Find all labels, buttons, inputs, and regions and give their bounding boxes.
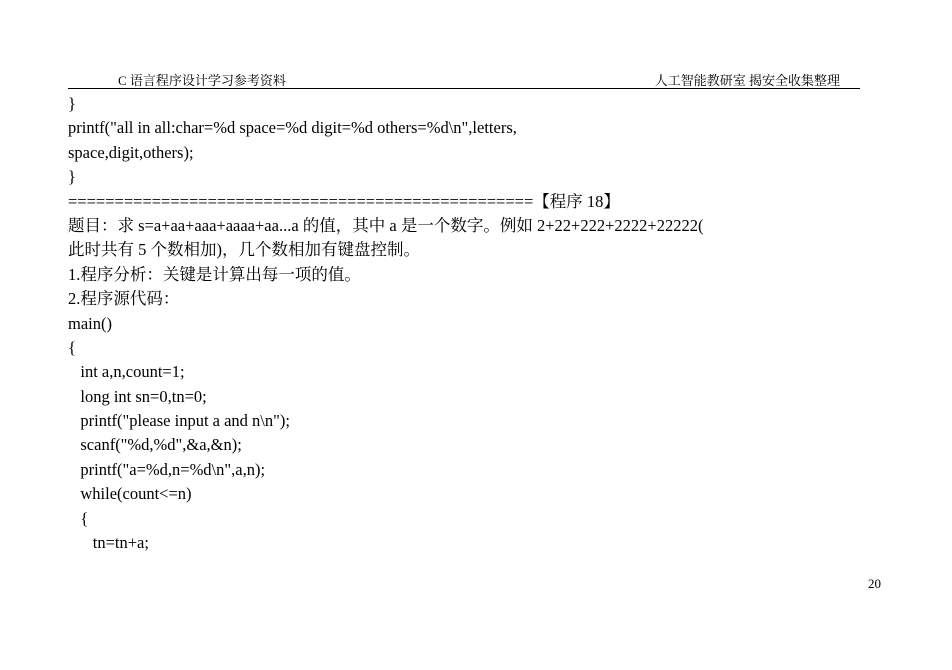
- text-line: 2.程序源代码：: [68, 289, 180, 309]
- page-number: 20: [868, 576, 881, 591]
- header-credit: 人工智能教研室 揭安全收集整理: [654, 73, 840, 88]
- code-line: scanf("%d,%d",&a,&n);: [68, 435, 242, 455]
- code-line: long int sn=0,tn=0;: [68, 386, 207, 406]
- text-line: space,digit,others);: [68, 142, 194, 162]
- text-line: 1.程序分析：关键是计算出每一项的值。: [68, 264, 361, 284]
- code-line: main(): [68, 313, 112, 333]
- text-line: 题目：求 s=a+aa+aaa+aaaa+aa...a 的值，其中 a 是一个数字。例如 2+22+222+2222+22222(: [68, 215, 704, 235]
- section-heading: ==================================================【程序 18】: [68, 191, 620, 211]
- text-line: }: [68, 167, 76, 187]
- document-body: [68, 92, 868, 555]
- page-header: [68, 66, 860, 89]
- code-line: int a,n,count=1;: [68, 362, 185, 382]
- text-line: 此时共有 5 个数相加)，几个数相加有键盘控制。: [68, 240, 420, 260]
- text-line: }: [68, 94, 76, 113]
- code-line: tn=tn+a;: [68, 533, 149, 553]
- code-line: printf("please input a and n\n");: [68, 411, 290, 431]
- header-title: C 语言程序设计学习参考资料: [118, 73, 286, 88]
- text-line: printf("all in all:char=%d space=%d digit=%d others=%d\n",letters,: [68, 118, 517, 138]
- code-line: {: [68, 508, 89, 528]
- code-line: {: [68, 337, 76, 357]
- code-line: printf("a=%d,n=%d\n",a,n);: [68, 459, 266, 479]
- code-line: while(count<=n): [68, 484, 192, 504]
